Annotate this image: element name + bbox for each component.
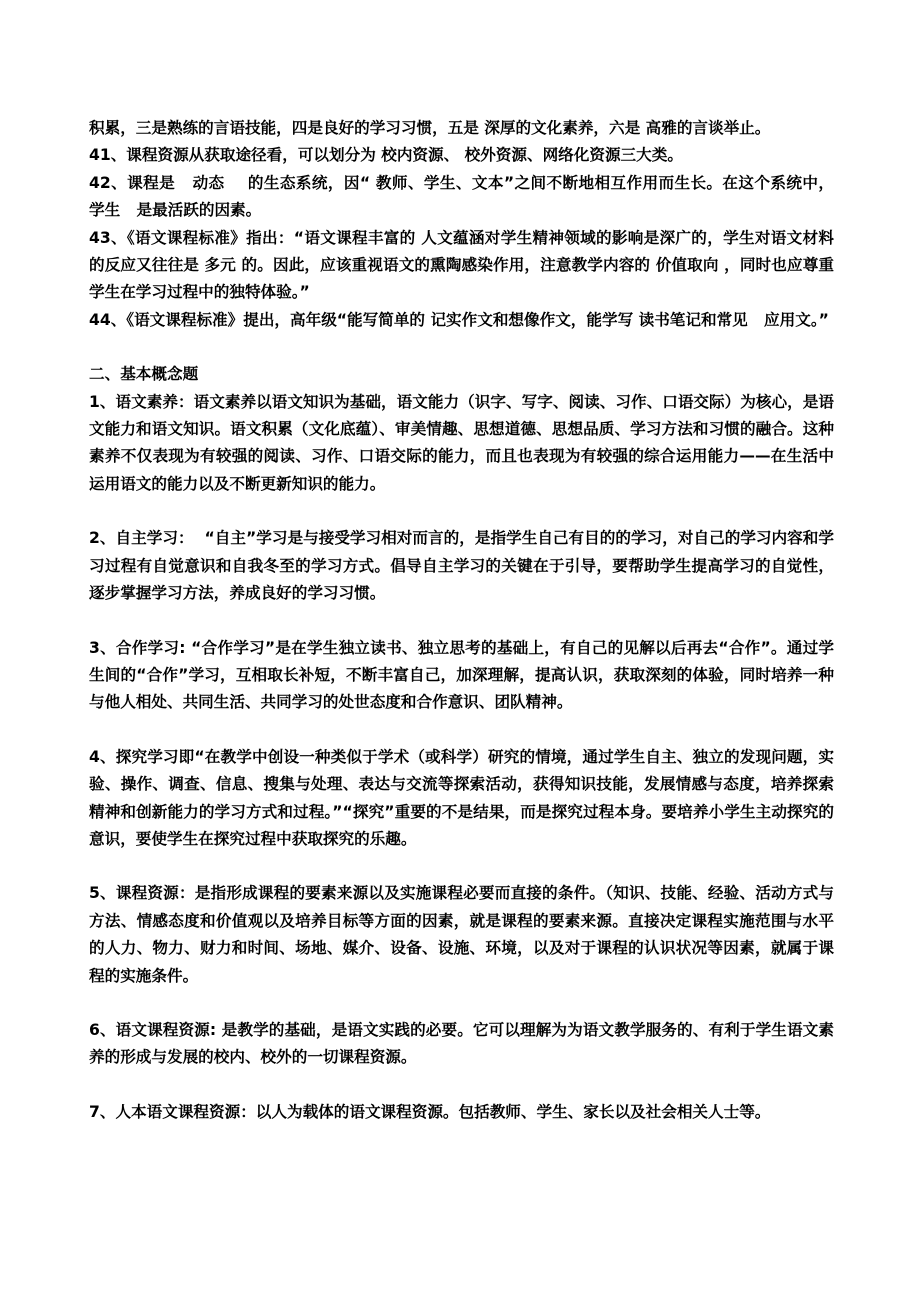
document-page [89, 115, 851, 1126]
paragraph-continued: 积累，三是熟练的言语技能，四是良好的学习习惯，五是 深厚的文化素养，六是 高雅的言谈举止。 [89, 119, 771, 137]
spacer [89, 990, 834, 1017]
spacer [89, 853, 834, 880]
section-heading: 二、基本概念题 [89, 365, 199, 384]
spacer [89, 334, 834, 361]
concept-5: 5、课程资源：是指形成课程的要素来源以及实施课程必要而直接的条件。（知识、技能、经验、活动方式与方法、情感态度和价值观以及培养目标等方面的因素，就是课程的要素来源。直接决定课程实施范围与水平的人力、物力、财力和时间、场地、媒介、设备、设施、环境，以及对于课程的认识状况等因素，就属于课程的实施条件。 [89, 884, 834, 985]
question-44: 44、《语文课程标准》提出，高年级“能写简单的 记实作文和想像作文，能学写 读书笔记和常见 应用文。” [89, 310, 829, 329]
concept-3: 3、合作学习: “合作学习”是在学生独立读书、独立思考的基础上，有自己的见解以后再去“合作”。通过学生间的“合作”学习，互相取长补短，不断丰富自己，加深理解，提高认识，获取深刻的体验，同时培养一种与他人相处、共同生活、共同学习的处世态度和合作意识、团队精神。 [89, 638, 834, 712]
spacer [89, 717, 834, 744]
concept-7: 7、人本语文课程资源：以人为载体的语文课程资源。包括教师、学生、家长以及社会相关人士等。 [89, 1102, 771, 1121]
concept-2: 2、自主学习： “自主”学习是与接受学习相对而言的，是指学生自己有目的的学习，对自己的学习内容和学习过程有自觉意识和自我冬至的学习方式。倡导自主学习的关键在于引导，要帮助学生提高学习的自觉性，逐步掌握学习方法，养成良好的学习习惯。 [89, 529, 834, 603]
spacer [89, 498, 834, 525]
question-42: 42、课程是 动态 的生态系统，因“ 教师、学生、文本”之间不断地相互作用而生长。在这个系统中， 学生 是最活跃的因素。 [89, 173, 851, 220]
question-43: 43、《语文课程标准》指出：“语文课程丰富的 人文蕴涵对学生精神领域的影响是深广的，学生对语文材料的反应又往往是 多元 的。因此，应该重视语文的熏陶感染作用，注意教学内容的 价值取向 ，同时也应尊重学生在学习过程中的独特体验。” [89, 228, 834, 302]
concept-6: 6、语文课程资源: 是教学的基础，是语文实践的必要。它可以理解为为语文教学服务的、有利于学生语文素养的形成与发展的校内、校外的一切课程资源。 [89, 1020, 834, 1067]
spacer [89, 1072, 834, 1099]
question-41: 41、课程资源从获取途径看，可以划分为 校内资源、 校外资源、网络化资源三大类。 [89, 146, 683, 165]
concept-4: 4、探究学习即“在教学中创设一种类似于学术（或科学）研究的情境，通过学生自主、独立的发现问题，实验、操作、调查、信息、搜集与处理、表达与交流等探索活动，获得知识技能，发展情感与态度，培养探索精神和创新能力的学习方式和过程。”“探究”重要的不是结果，而是探究过程本身。要培养小学生主动探究的意识，要使学生在探究过程中获取探究的乐趣。 [89, 747, 834, 848]
concept-1: 1、语文素养：语文素养以语文知识为基础，语文能力（识字、写字、阅读、习作、口语交际）为核心，是语文能力和语文知识。语文积累（文化底蕴）、审美情趣、思想道德、思想品质、学习方法和习惯的融合。这种素养不仅表现为有较强的阅读、习作、口语交际的能力，而且也表现为有较强的综合运用能力——在生活中运用语文的能力以及不断更新知识的能力。 [89, 392, 834, 493]
spacer [89, 608, 834, 635]
